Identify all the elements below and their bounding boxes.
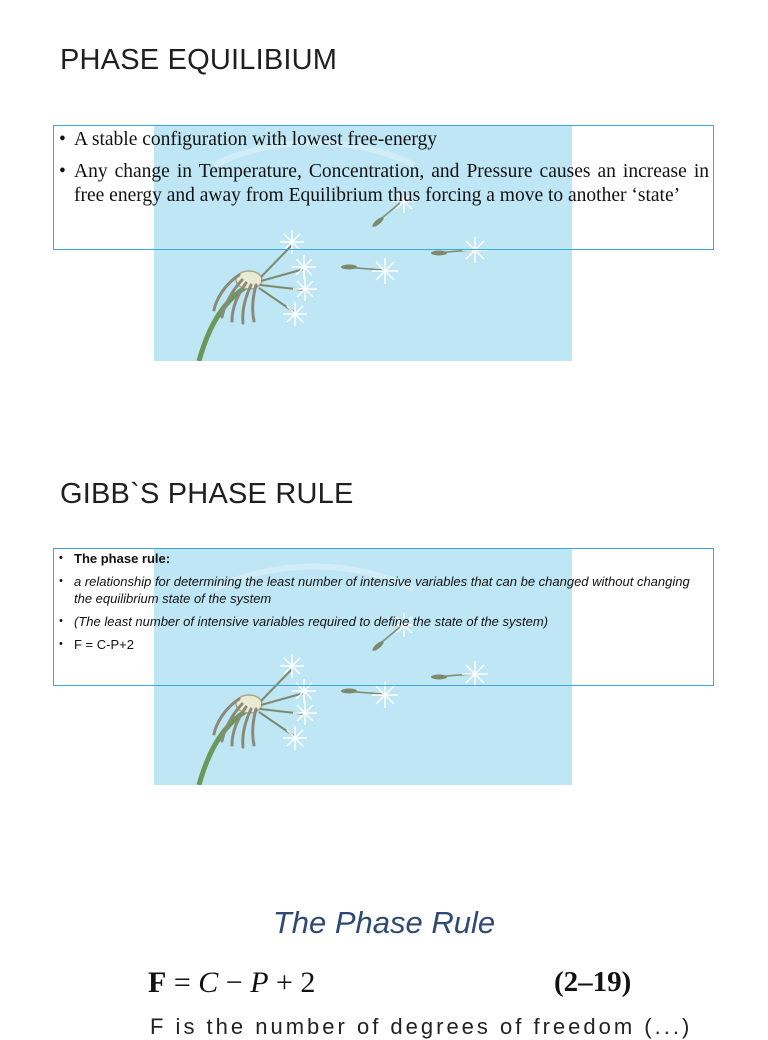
- equation-f: F: [148, 966, 167, 999]
- slide-title-the-phase-rule: The Phase Rule: [272, 905, 496, 940]
- bullet-formula: • F = C-P+2: [59, 636, 709, 653]
- phase-equilibrium-textbox: [53, 125, 714, 250]
- phase-rule-equation: [148, 966, 315, 1000]
- equation-c: C: [198, 966, 219, 999]
- slide-title-gibbs-phase-rule: GIBB`S PHASE RULE: [60, 478, 354, 510]
- cut-off-text: F is the number of degrees of freedom (...): [150, 1014, 693, 1039]
- equation-equals: =: [166, 966, 199, 999]
- equation-plus-two: + 2: [268, 966, 316, 999]
- equation-p: P: [250, 966, 269, 999]
- slide-title-phase-equilibrium: PHASE EQUILIBIUM: [60, 44, 338, 76]
- equation-minus: −: [218, 966, 251, 999]
- bullet-phase-rule-heading: • The phase rule:: [59, 550, 709, 567]
- equation-number: (2–19): [554, 966, 632, 998]
- bullet-relationship-definition: • a relationship for determining the least number of intensive variables that can be changed without changing the equilibrium state of the system: [59, 573, 709, 607]
- bullet-least-number-note: • (The least number of intensive variables required to define the state of the system): [59, 613, 709, 630]
- bullet-stable-configuration: • A stable configuration with lowest free-energy: [59, 128, 709, 152]
- bullet-change-conditions: • Any change in Temperature, Concentration, and Pressure causes an increase in free energy and away from Equilibrium thus forcing a move to another ‘state’: [59, 160, 709, 208]
- gibbs-phase-rule-textbox: [53, 548, 714, 686]
